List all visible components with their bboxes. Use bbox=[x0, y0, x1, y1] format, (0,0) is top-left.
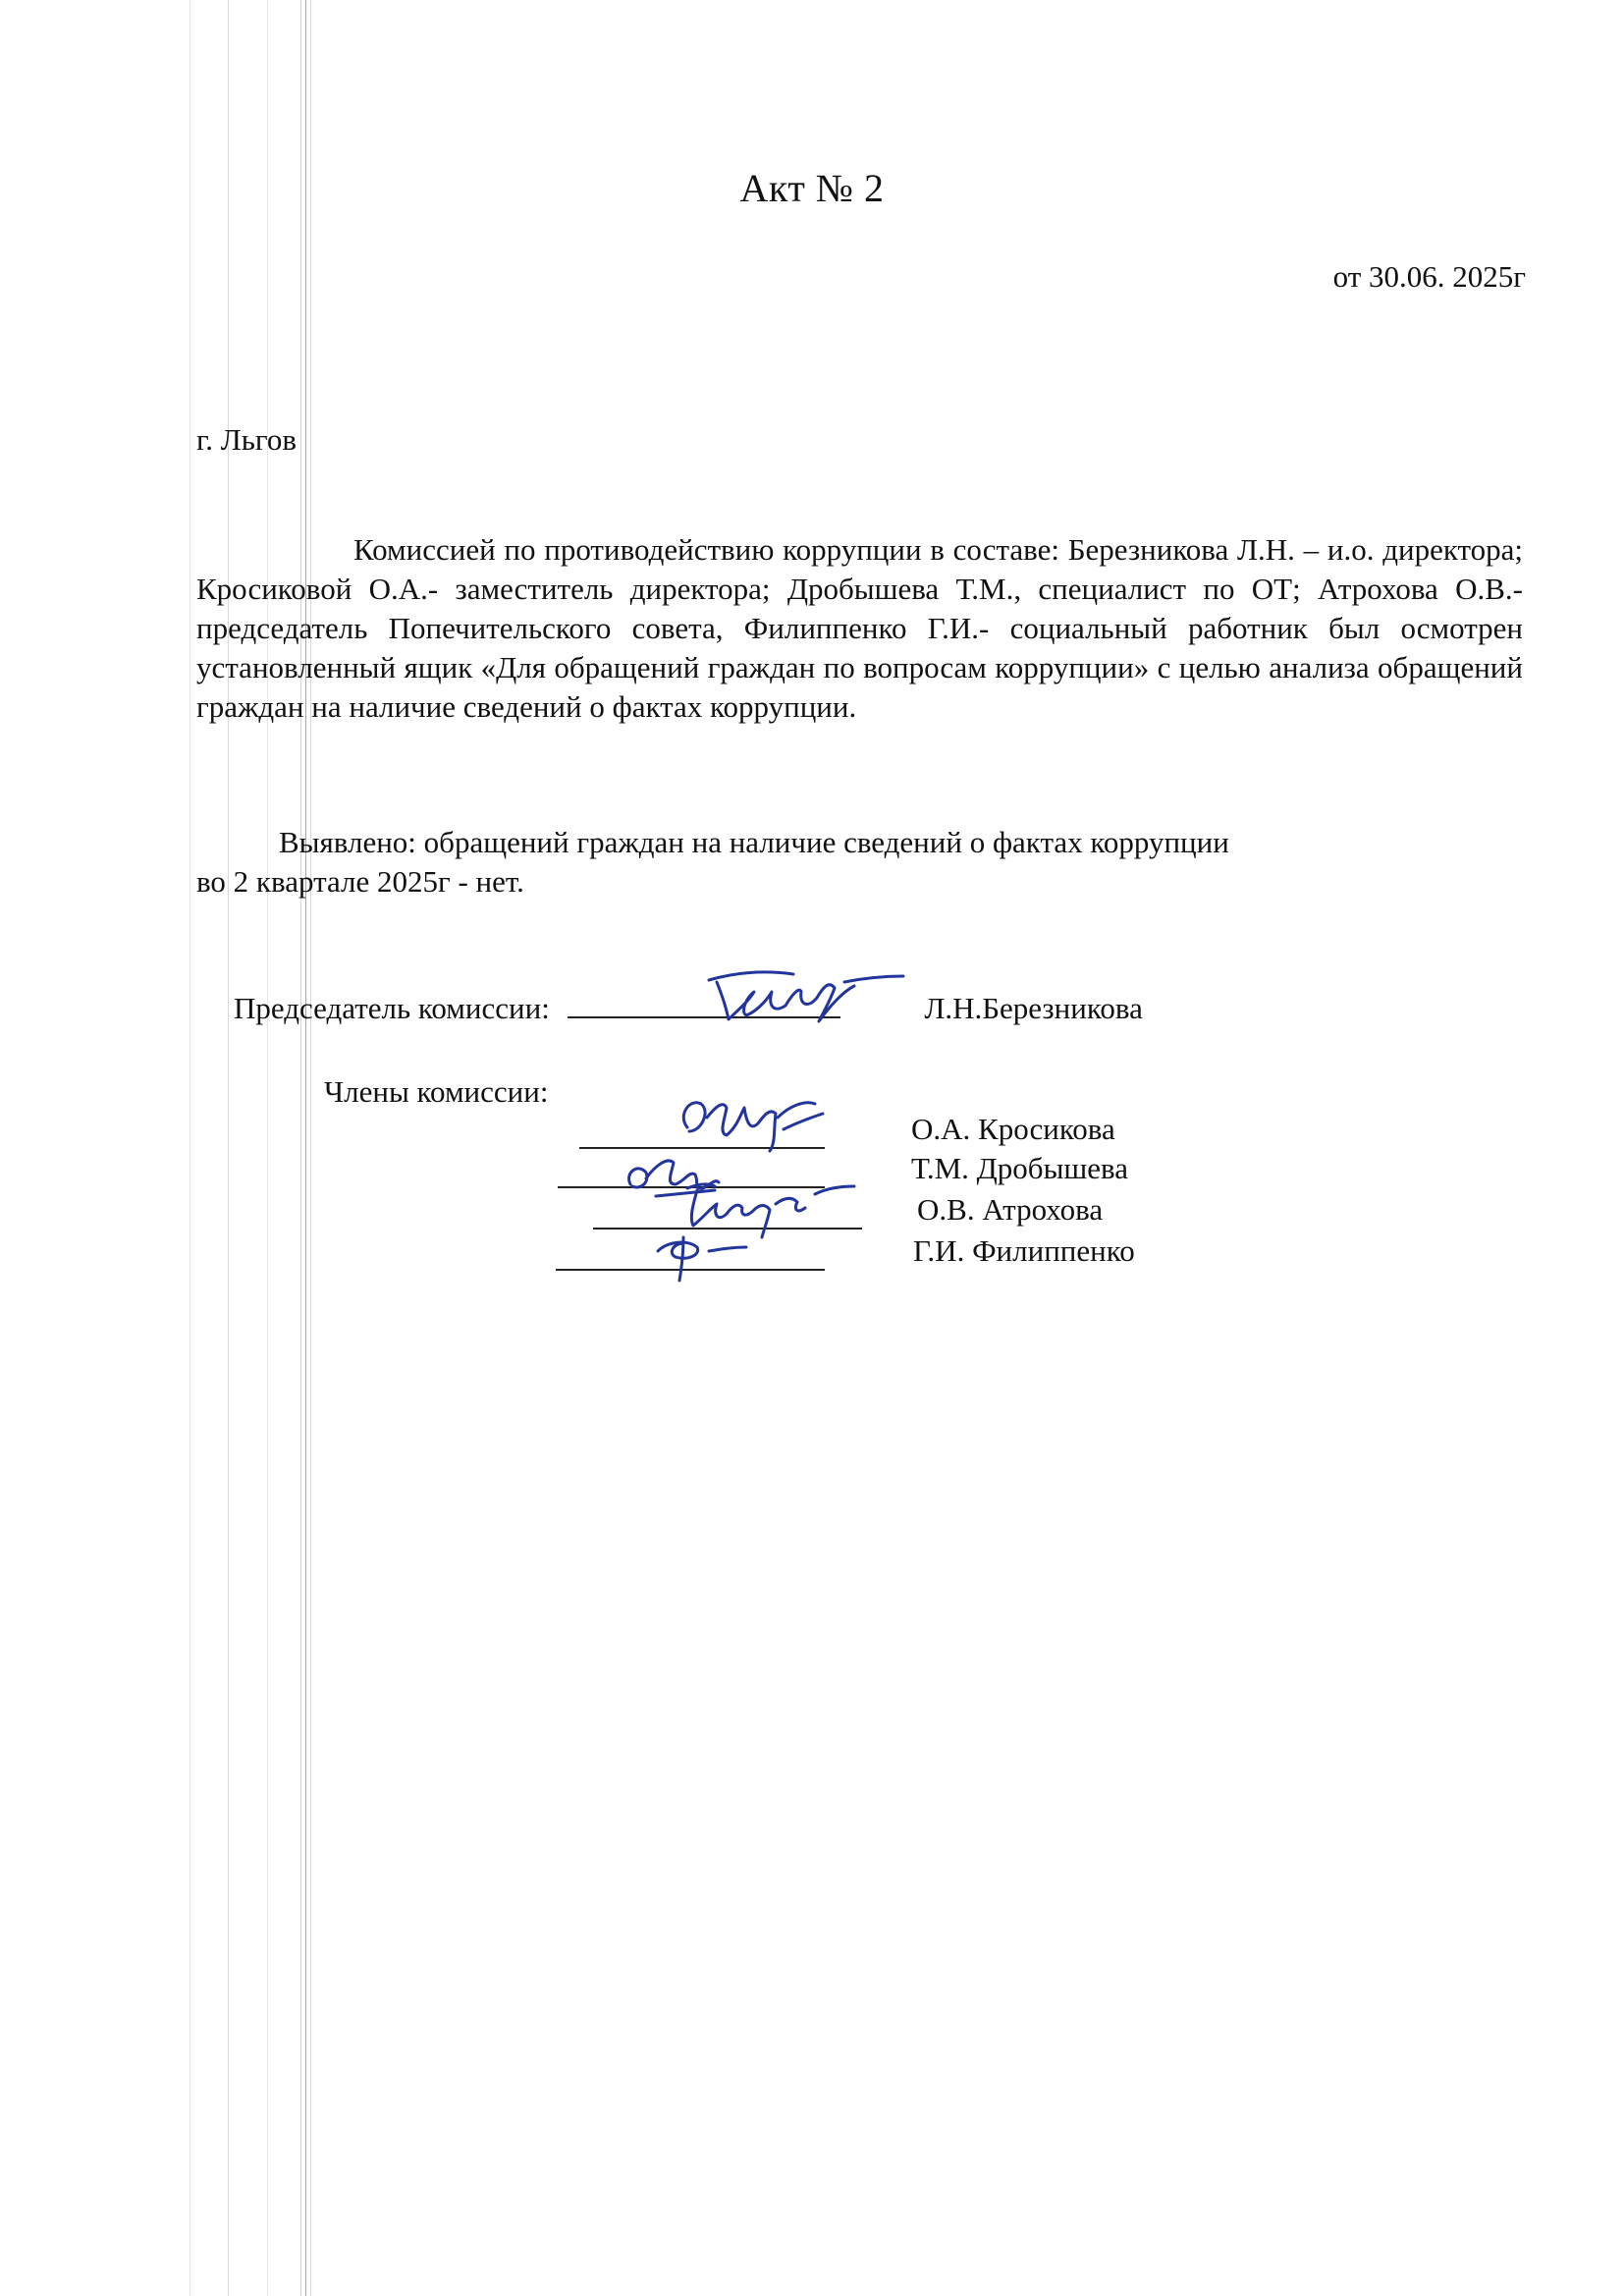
document-title: Акт № 2 bbox=[739, 166, 885, 210]
member-signature-line bbox=[558, 1186, 825, 1188]
chair-label: Председатель комиссии: bbox=[234, 991, 550, 1025]
finding-paragraph bbox=[196, 823, 1523, 902]
document-date: от 30.06. 2025г bbox=[1332, 259, 1526, 294]
member-name: О.А. Кросикова bbox=[911, 1112, 1115, 1146]
member-signature-line bbox=[556, 1269, 825, 1271]
scan-artifact-line bbox=[305, 0, 306, 2296]
members-label: Члены комиссии: bbox=[324, 1074, 549, 1109]
finding-line-1: Выявлено: обращений граждан на наличие сведений о фактах коррупции bbox=[279, 825, 1229, 859]
chair-name: Л.Н.Березникова bbox=[924, 991, 1143, 1025]
scan-artifact-line bbox=[310, 0, 311, 2296]
chair-signature-row bbox=[234, 987, 1143, 1026]
scan-artifact-line bbox=[267, 0, 268, 2296]
scan-artifact-line bbox=[189, 0, 190, 2296]
member-name: О.В. Атрохова bbox=[917, 1192, 1104, 1227]
member-signature-drobysheva bbox=[617, 1151, 754, 1210]
document-city: г. Льгов bbox=[196, 422, 297, 457]
member-name: Т.М. Дробышева bbox=[911, 1151, 1129, 1185]
chair-signature-line bbox=[568, 987, 840, 1018]
document-body bbox=[196, 530, 1523, 727]
member-signature-atrokhova bbox=[668, 1175, 864, 1243]
scan-artifact-line bbox=[300, 0, 301, 2296]
body-paragraph: Комиссией по противодействию коррупции в составе: Березникова Л.Н. – и.о. директора; Кросиковой О.А.- заместитель директора; Дробышева Т.М., специалист по ОТ; Атрохова О.В.- председатель Попечительского совета, Филиппенко Г.И.- социальный работник был осмотрен установленный ящик «Для обращений граждан по вопросам коррупции» с целью анализа обращений граждан на наличие сведений о фактах коррупции. bbox=[196, 532, 1523, 724]
member-signature-filippenko bbox=[648, 1226, 766, 1285]
scan-artifact-line bbox=[228, 0, 229, 2296]
member-signature-line bbox=[579, 1147, 825, 1149]
finding-line-2: во 2 квартале 2025г - нет. bbox=[196, 864, 524, 899]
member-name: Г.И. Филиппенко bbox=[913, 1233, 1135, 1268]
member-signature-line bbox=[593, 1228, 862, 1230]
